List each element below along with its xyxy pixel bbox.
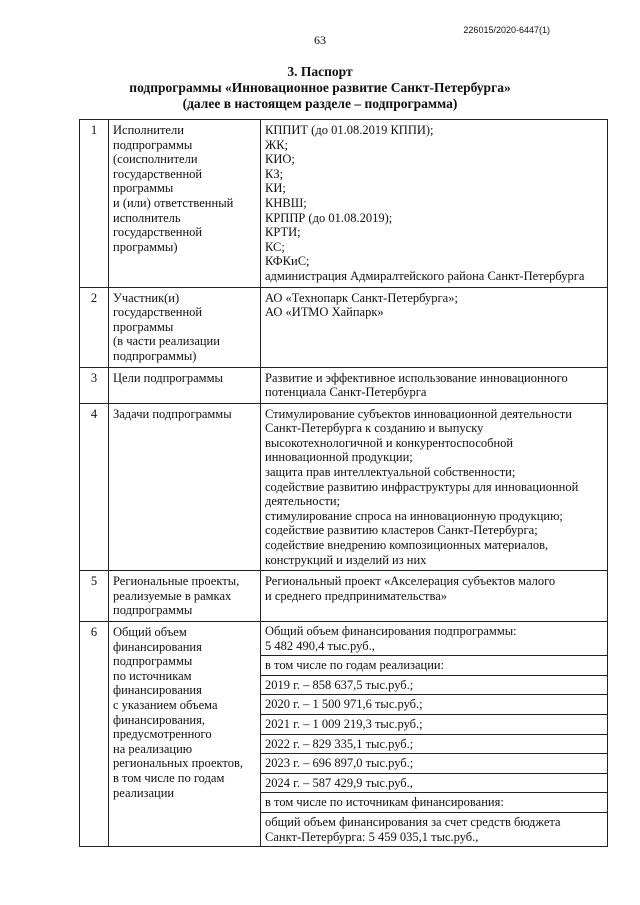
- cell-line: Общий объем: [113, 625, 187, 639]
- cell-line: подпрограммы: [113, 654, 193, 669]
- passport-table: [79, 119, 608, 847]
- row-value: [261, 403, 608, 571]
- cell-line: 2024 г. – 587 429,9 тыс.руб.,: [265, 775, 413, 790]
- table-row: [80, 120, 608, 288]
- cell-line: государственной: [113, 166, 203, 181]
- cell-line: и (или) ответственный: [113, 195, 234, 210]
- cell-line: Региональный проект «Акселерация субъектов малого: [265, 574, 556, 589]
- cell-line: 5 482 490,4 тыс.руб.,: [265, 638, 375, 653]
- cell-line: Развитие и эффективное использование инновационного: [265, 370, 568, 385]
- page-number: 63: [314, 33, 326, 47]
- cell-line: Исполнители: [113, 123, 184, 137]
- title-line: 3. Паспорт: [287, 64, 353, 79]
- cell-line: и среднего предпринимательства»: [265, 588, 448, 603]
- cell-line: в том числе по источникам финансирования:: [265, 795, 504, 810]
- cell-line: КИО;: [265, 152, 295, 167]
- row-label: [109, 622, 261, 847]
- cell-line: Общий объем финансирования подпрограммы:: [265, 624, 517, 638]
- cell-line: исполнитель: [113, 210, 181, 225]
- cell-line: администрация Адмиралтейского района Санкт-Петербурга: [265, 268, 585, 283]
- cell-line: с указанием объема: [113, 697, 218, 712]
- cell-line: финансирования: [113, 683, 202, 698]
- financing-cell: [261, 656, 608, 676]
- table-row: [80, 367, 608, 403]
- cell-line: программы: [113, 181, 174, 196]
- cell-line: КИ;: [265, 181, 286, 196]
- financing-cell: [261, 695, 608, 715]
- cell-line: общий объем финансирования за счет средств бюджета: [265, 814, 561, 829]
- cell-line: 2020 г. – 1 500 971,6 тыс.руб.;: [265, 697, 423, 712]
- cell-line: в том числе по годам реализации:: [265, 658, 445, 673]
- cell-line: инновационной продукции;: [265, 450, 413, 465]
- row-value: [261, 287, 608, 367]
- cell-line: программы: [113, 319, 174, 334]
- cell-line: 2022 г. – 829 335,1 тыс.руб.;: [265, 736, 414, 751]
- financing-cell: [261, 812, 608, 846]
- row-number: 4: [80, 403, 109, 571]
- row-label: [109, 367, 261, 403]
- cell-line: в том числе по годам: [113, 770, 225, 785]
- cell-line: содействие внедрению композиционных материалов,: [265, 538, 549, 553]
- cell-line: КНВШ;: [265, 195, 307, 210]
- cell-line: содействие развитию кластеров Санкт-Петербурга;: [265, 523, 538, 538]
- cell-line: Санкт-Петербурга: 5 459 035,1 тыс.руб.,: [265, 829, 479, 844]
- title-line: подпрограммы «Инновационное развитие Санкт-Петербурга»: [129, 80, 511, 95]
- cell-line: 2023 г. – 696 897,0 тыс.руб.;: [265, 756, 414, 771]
- row-number: 3: [80, 367, 109, 403]
- cell-line: КППИТ (до 01.08.2019 КППИ);: [265, 123, 434, 137]
- row-label: [109, 571, 261, 622]
- cell-line: деятельности;: [265, 494, 341, 509]
- cell-line: КРППР (до 01.08.2019);: [265, 210, 393, 225]
- financing-cell: [261, 714, 608, 734]
- cell-line: (соисполнители: [113, 152, 198, 167]
- financing-cell: [261, 754, 608, 774]
- cell-line: потенциала Санкт-Петербурга: [265, 385, 427, 400]
- cell-line: подпрограммы: [113, 137, 193, 152]
- document-number: 226015/2020-6447(1): [463, 25, 550, 35]
- row-value: [261, 367, 608, 403]
- financing-cell: [261, 734, 608, 754]
- row-label: [109, 120, 261, 288]
- cell-line: реализации: [113, 785, 175, 800]
- page-title: [0, 64, 640, 112]
- cell-line: Цели подпрограммы: [113, 370, 223, 385]
- cell-line: конструкций и изделий из них: [265, 552, 427, 567]
- row-number: 1: [80, 120, 109, 288]
- row-value: [261, 120, 608, 288]
- cell-line: Санкт-Петербурга к созданию и выпуску: [265, 421, 484, 436]
- cell-line: стимулирование спроса на инновационную продукцию;: [265, 508, 563, 523]
- cell-line: региональных проектов,: [113, 756, 243, 771]
- table-row: [80, 622, 608, 656]
- cell-line: подпрограммы): [113, 348, 197, 363]
- cell-line: реализуемые в рамках: [113, 588, 232, 603]
- cell-line: предусмотренного: [113, 727, 212, 742]
- cell-line: финансирования: [113, 639, 202, 654]
- cell-line: КФКиС;: [265, 254, 310, 269]
- title-line: (далее в настоящем разделе – подпрограмма): [182, 96, 458, 111]
- row-number: 6: [80, 622, 109, 847]
- cell-line: программы): [113, 239, 178, 254]
- financing-cell: [261, 793, 608, 813]
- cell-line: на реализацию: [113, 741, 193, 756]
- cell-line: Стимулирование субъектов инновационной деятельности: [265, 406, 572, 421]
- row-number: 5: [80, 571, 109, 622]
- cell-line: КРТИ;: [265, 225, 301, 240]
- row-label: [109, 287, 261, 367]
- row-value: [261, 571, 608, 622]
- cell-line: высокотехнологичной и конкурентоспособной: [265, 435, 514, 450]
- cell-line: подпрограммы: [113, 603, 193, 618]
- cell-line: Задачи подпрограммы: [113, 406, 232, 421]
- cell-line: (в части реализации: [113, 334, 220, 349]
- cell-line: содействие развитию инфраструктуры для инновационной: [265, 479, 579, 494]
- cell-line: КЗ;: [265, 166, 284, 181]
- cell-line: государственной: [113, 225, 203, 240]
- cell-line: защита прав интеллектуальной собственности;: [265, 465, 516, 480]
- cell-line: КС;: [265, 239, 285, 254]
- table-row: [80, 287, 608, 367]
- financing-cell: [261, 675, 608, 695]
- cell-line: АО «Технопарк Санкт-Петербурга»;: [265, 290, 458, 305]
- cell-line: ЖК;: [265, 137, 289, 152]
- table-row: [80, 403, 608, 571]
- cell-line: по источникам: [113, 668, 192, 683]
- table-row: [80, 571, 608, 622]
- row-label: [109, 403, 261, 571]
- row-number: 2: [80, 287, 109, 367]
- financing-cell: [261, 773, 608, 793]
- cell-line: АО «ИТМО Хайпарк»: [265, 305, 384, 320]
- cell-line: 2021 г. – 1 009 219,3 тыс.руб.;: [265, 716, 423, 731]
- cell-line: Участник(и): [113, 290, 180, 305]
- cell-line: государственной: [113, 305, 203, 320]
- financing-cell: [261, 622, 608, 656]
- cell-line: Региональные проекты,: [113, 574, 240, 589]
- cell-line: 2019 г. – 858 637,5 тыс.руб.;: [265, 677, 414, 692]
- cell-line: финансирования,: [113, 712, 205, 727]
